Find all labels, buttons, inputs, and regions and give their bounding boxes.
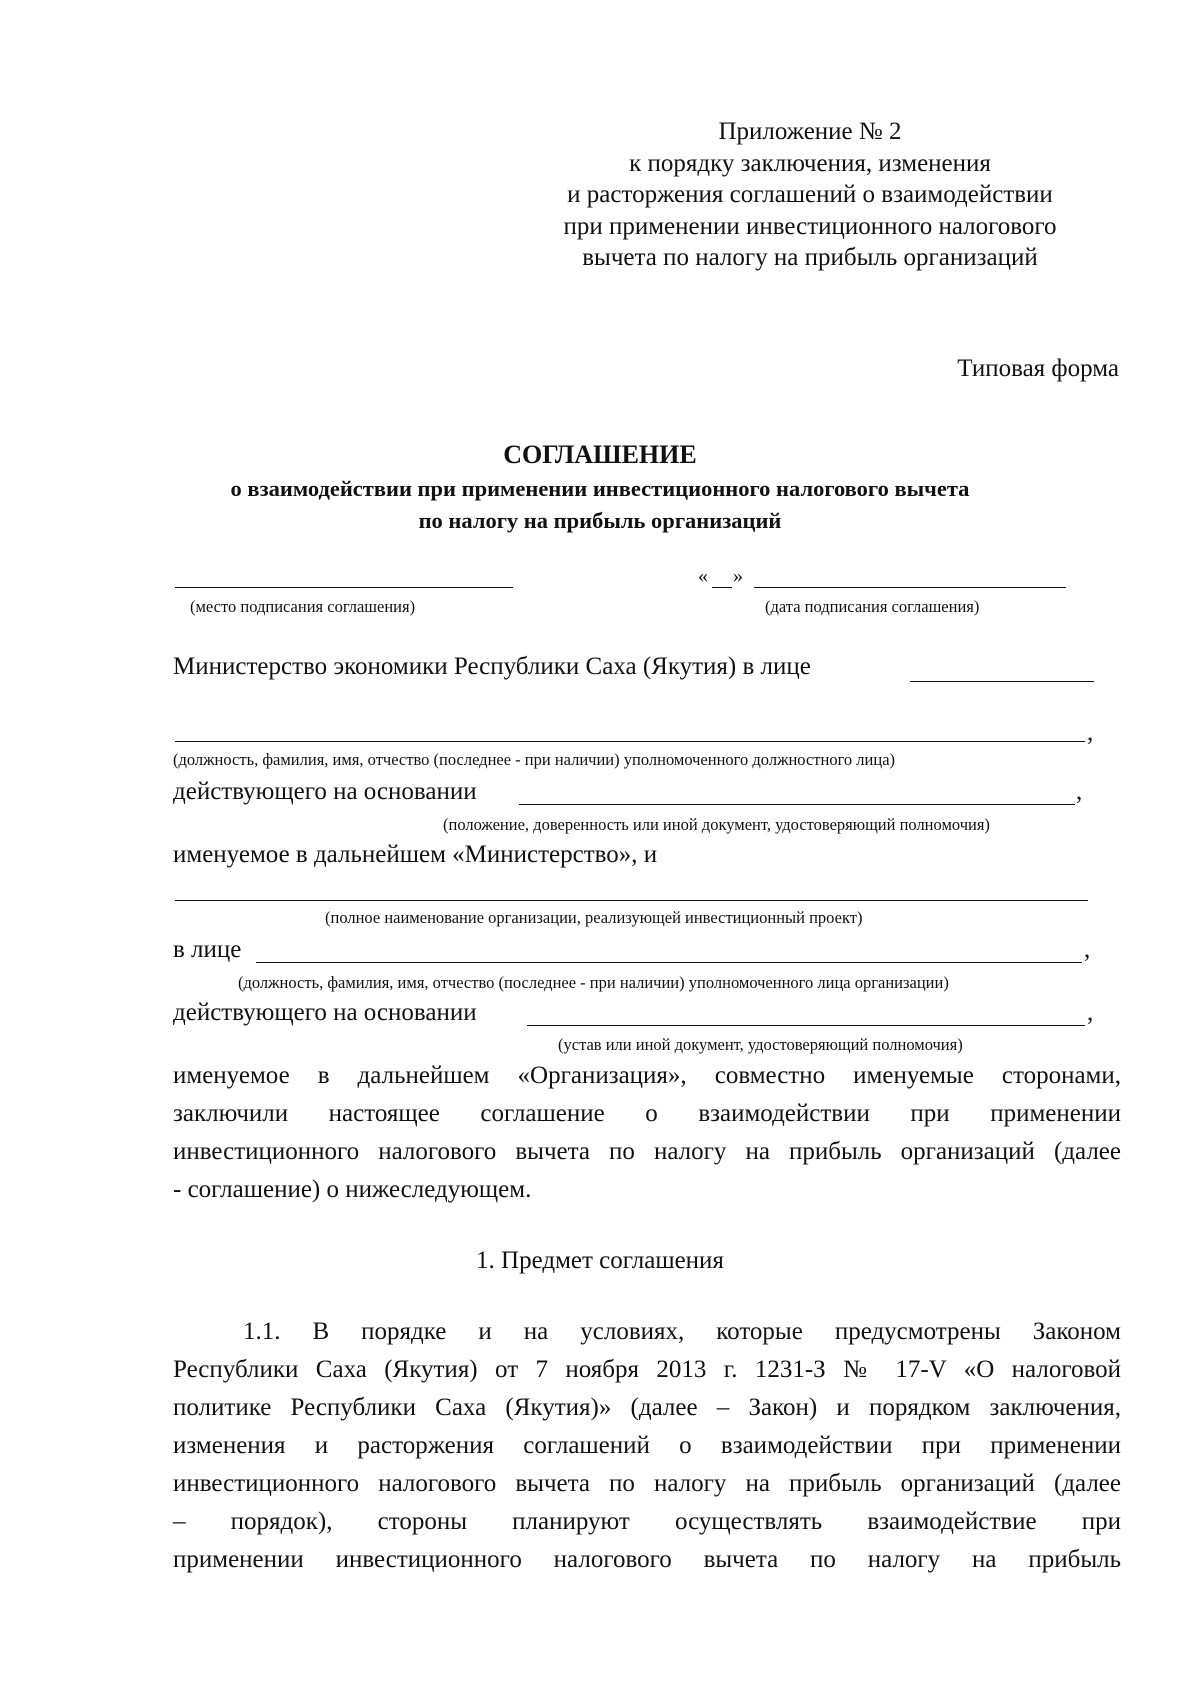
org-paragraph-line: инвестиционного налогового вычета по налогу на прибыль организаций (далее [173, 1138, 1121, 1165]
org-rep-blank[interactable] [256, 962, 1082, 963]
org-paragraph-line: заключили настоящее соглашение о взаимодействии при применении [173, 1100, 1121, 1127]
org-paragraph-line: - соглашение) о нижеследующем. [173, 1176, 532, 1203]
section-paragraph-line: 1.1. В порядке и на условиях, которые предусмотрены Законом [243, 1318, 1121, 1345]
appendix-line: и расторжения соглашений о взаимодействии [567, 181, 1053, 208]
ministry-line: Министерство экономики Республики Саха (Якутия) в лице [173, 653, 811, 680]
document-subtitle: о взаимодействии при применении инвестиционного налогового вычета [230, 476, 970, 501]
org-name-note: (полное наименование организации, реализующей инвестиционный проект) [325, 908, 863, 927]
document-subtitle-cont: по налогу на прибыль организаций [418, 508, 782, 533]
ministry-named: именуемое в дальнейшем «Министерство», и [173, 841, 658, 868]
day-blank-line[interactable] [712, 587, 732, 588]
ministry-doc-note: (положение, доверенность или иной документ, удостоверяющий полномочия) [443, 815, 990, 834]
official-note: (должность, фамилия, имя, отчество (последнее - при наличии) уполномоченного должностного лица) [173, 750, 896, 769]
acting-basis-label: действующего на основании [173, 778, 477, 805]
appendix-line: вычета по налогу на прибыль организаций [582, 244, 1038, 271]
org-paragraph-line: именуемое в дальнейшем «Организация», совместно именуемые сторонами, [173, 1062, 1121, 1089]
official-blank-line[interactable] [175, 741, 1085, 742]
org-official-note: (должность, фамилия, имя, отчество (последнее - при наличии) уполномоченного лица организации) [238, 973, 949, 992]
appendix-line: Приложение № 2 [718, 118, 902, 145]
in-person-label: в лице [173, 936, 242, 963]
section-paragraph-line: – порядок), стороны планируют осуществлять взаимодействие при [173, 1508, 1121, 1535]
section-paragraph-line: политике Республики Саха (Якутия)» (далее – Закон) и порядком заключения, [173, 1394, 1121, 1421]
section-paragraph-line: изменения и расторжения соглашений о взаимодействии при применении [173, 1432, 1121, 1459]
acting-basis-label: действующего на основании [173, 999, 477, 1026]
comma: , [1087, 999, 1094, 1026]
section-paragraph-line: Республики Саха (Якутия) от 7 ноября 2013 г. 1231-З № 17-V «О налоговой [173, 1356, 1121, 1383]
comma: , [1076, 778, 1083, 805]
date-blank-line[interactable] [754, 587, 1066, 588]
place-blank-line[interactable] [175, 587, 513, 588]
ministry-doc-blank[interactable] [519, 804, 1075, 805]
date-quote-close: » [733, 565, 743, 587]
form-type-label: Типовая форма [957, 355, 1119, 382]
section-paragraph-line: применении инвестиционного налогового вычета по налогу на прибыль [173, 1546, 1121, 1573]
org-doc-blank[interactable] [527, 1025, 1085, 1026]
section-paragraph-line: инвестиционного налогового вычета по налогу на прибыль организаций (далее [173, 1470, 1121, 1497]
org-doc-note: (устав или иной документ, удостоверяющий полномочия) [558, 1035, 963, 1054]
comma: , [1087, 719, 1094, 746]
org-name-blank[interactable] [175, 900, 1088, 901]
appendix-line: к порядку заключения, изменения [629, 149, 991, 177]
date-note: (дата подписания соглашения) [765, 597, 980, 616]
appendix-line: при применении инвестиционного налогового [563, 212, 1057, 240]
place-note: (место подписания соглашения) [190, 597, 416, 616]
ministry-rep-blank[interactable] [910, 681, 1094, 682]
document-title: СОГЛАШЕНИЕ [503, 440, 697, 469]
comma: , [1084, 936, 1091, 963]
date-quote-open: « [698, 565, 708, 587]
section-heading: 1. Предмет соглашения [476, 1247, 724, 1274]
appendix-block [520, 116, 1100, 274]
